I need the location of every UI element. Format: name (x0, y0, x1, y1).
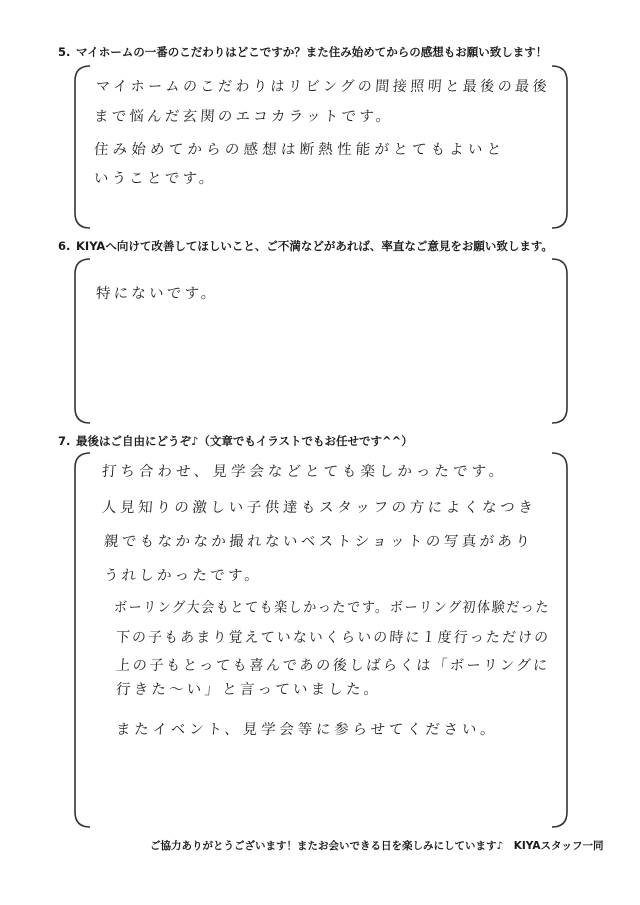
answer-line: 行きた〜い」と言っていました。 (115, 682, 382, 698)
answer-line: マイホームのこだわりはリビングの間接照明と最後の最後 (95, 79, 551, 95)
question-text: KIYAへ向けて改善してほしいこと、ご不満などがあれば、率直なご意見をお願い致します。 (76, 239, 553, 253)
answer-line: 上の子もとっても喜んであの後しばらくは「ボーリングに (115, 658, 551, 674)
answer-line: 特にないです。 (95, 286, 220, 302)
answer-box-5 (72, 63, 570, 231)
question-text: マイホームの一番のこだわりはどこですか？また住み始めてからの感想もお願い致します！ (76, 45, 548, 59)
question-number: 7. (58, 434, 71, 448)
answer-line: いうことです。 (93, 171, 218, 187)
question-number: 6. (58, 239, 71, 253)
question-6-heading (58, 238, 618, 254)
answer-line: 下の子もあまり覚えていないくらいの時に１度行っただけの (115, 630, 551, 646)
answer-box-7 (72, 450, 570, 830)
question-7-heading (58, 433, 618, 449)
question-text: 最後はご自由にどうぞ♪（文章でもイラストでもお任せです^^） (76, 434, 413, 448)
footer-message: ご協力ありがとうございます！またお会いできる日を楽しみにしています♪ KIYAスタッフ一同 (150, 840, 604, 852)
answer-line: 人見知りの激しい子供達もスタッフの方によくなつき (101, 500, 537, 516)
answer-line: まで悩んだ玄関のエコカラットです。 (93, 109, 394, 125)
answer-line: またイベント、見学会等に参らせてください。 (115, 722, 500, 738)
answer-line: 住み始めてからの感想は断熱性能がとてもよいと (93, 142, 506, 158)
answer-line: ボーリング大会もとても楽しかったです。ボーリング初体験だった (113, 600, 551, 616)
question-5-heading (58, 44, 618, 60)
answer-box-6 (72, 256, 570, 426)
answer-line: うれしかったです。 (103, 568, 263, 584)
answer-line: 打ち合わせ、見学会などとても楽しかったです。 (101, 464, 508, 480)
answer-line: 親でもなかなか撮れないベストショットの写真があり (103, 534, 534, 550)
question-number: 5. (58, 45, 71, 59)
